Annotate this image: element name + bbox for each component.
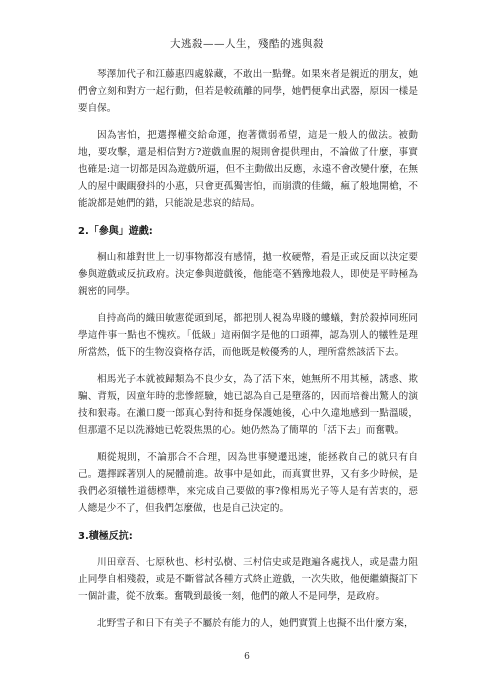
paragraph: 順從規則，不論那合不合理，因為世事變遷迅速，能拯救自己的就只有自己。選擇踩著別人的屍體前進。故事中是如此，而真實世界，又有多少時候，是我們必須犧牲道德標準，來完成自己要做的事?像相馬光子等人是有苦衷的，惡人總是少不了，但我們怎麼做，也是自己決定的。	[78, 452, 418, 514]
paragraph: 北野雪子和日下有美子不屬於有能力的人，她們實質上也擬不出什麼方案，	[97, 618, 414, 629]
paragraph: 桐山和雄對世上一切事物都沒有感情，拋一枚硬幣，看是正或反面以決定要參與遊戲或反抗政府。決定參與遊戲後，他能毫不猶豫地殺人，即使是平時極為親密的同學。	[78, 252, 418, 297]
section-heading-participate: 2.「參與」遊戲:	[78, 226, 153, 237]
document-body	[78, 66, 418, 642]
paragraph: 川田章吾、七原秋也、杉村弘樹、三村信史或是跑遍各處找人，或是盡力阻止同學自相殘殺，或是不斷嘗試各種方式終止遊戲，一次失敗，他便繼續擬訂下一個計畫，從不放棄。奮戰到最後一刻，他們的敵人不是同學，是政府。	[78, 557, 418, 602]
page-header-title: 大逃殺——人生，殘酷的逃與殺	[170, 38, 324, 50]
paragraph: 因為害怕，把選擇權交給命運，抱著微弱希望，這是一般人的做法。被動地，要攻擊，還是相信對方?遊戲血腥的規則會提供理由，不論做了什麼，事實也確是:這一切都是因為遊戲所逼，但不主動做出反應，永遠不會改變什麼，在無人的屋中靦靦發抖的小惠，只會更孤獨害怕，而崩潰的佳織，瘋了般地開槍，不能說都是她們的錯，只能說是悲哀的結局。	[78, 130, 418, 209]
paragraph: 琴澤加代子和江藤惠四處躲藏，不敢出一點聲。如果來者是親近的朋友，她們會立刻和對方一起行動，但若是較疏離的同學，她們便拿出武器，原因一樣是要自保。	[78, 69, 418, 114]
page-number: 6	[244, 652, 250, 662]
section-heading-resist: 3.積極反抗:	[78, 531, 133, 542]
paragraph: 自持高尚的織田敏憲從頭到尾，都把別人視為卑賤的螻蟻，對於殺掉同班同學這件事一點也不愧疚。「低級」這兩個字是他的口頭禪，認為別人的犧牲是理所當然，低下的生物沒資格存活，而他既是較優秀的人，理所當然該活下去。	[78, 313, 418, 358]
paragraph: 相馬光子本就被歸類為不良少女，為了活下來，她無所不用其極，誘惑、欺騙、背叛，因童年時的悲慘經驗，她已認為自己是墮落的，因而培養出驚人的演技和狠毒。在瀨口慶一郎真心對待和挺身保護她後，心中久違地感到一點溫暖，但那還不足以洗滌她已乾裂焦黑的心。她仍然為了簡單的「活下去」而奮戰。	[78, 374, 418, 436]
